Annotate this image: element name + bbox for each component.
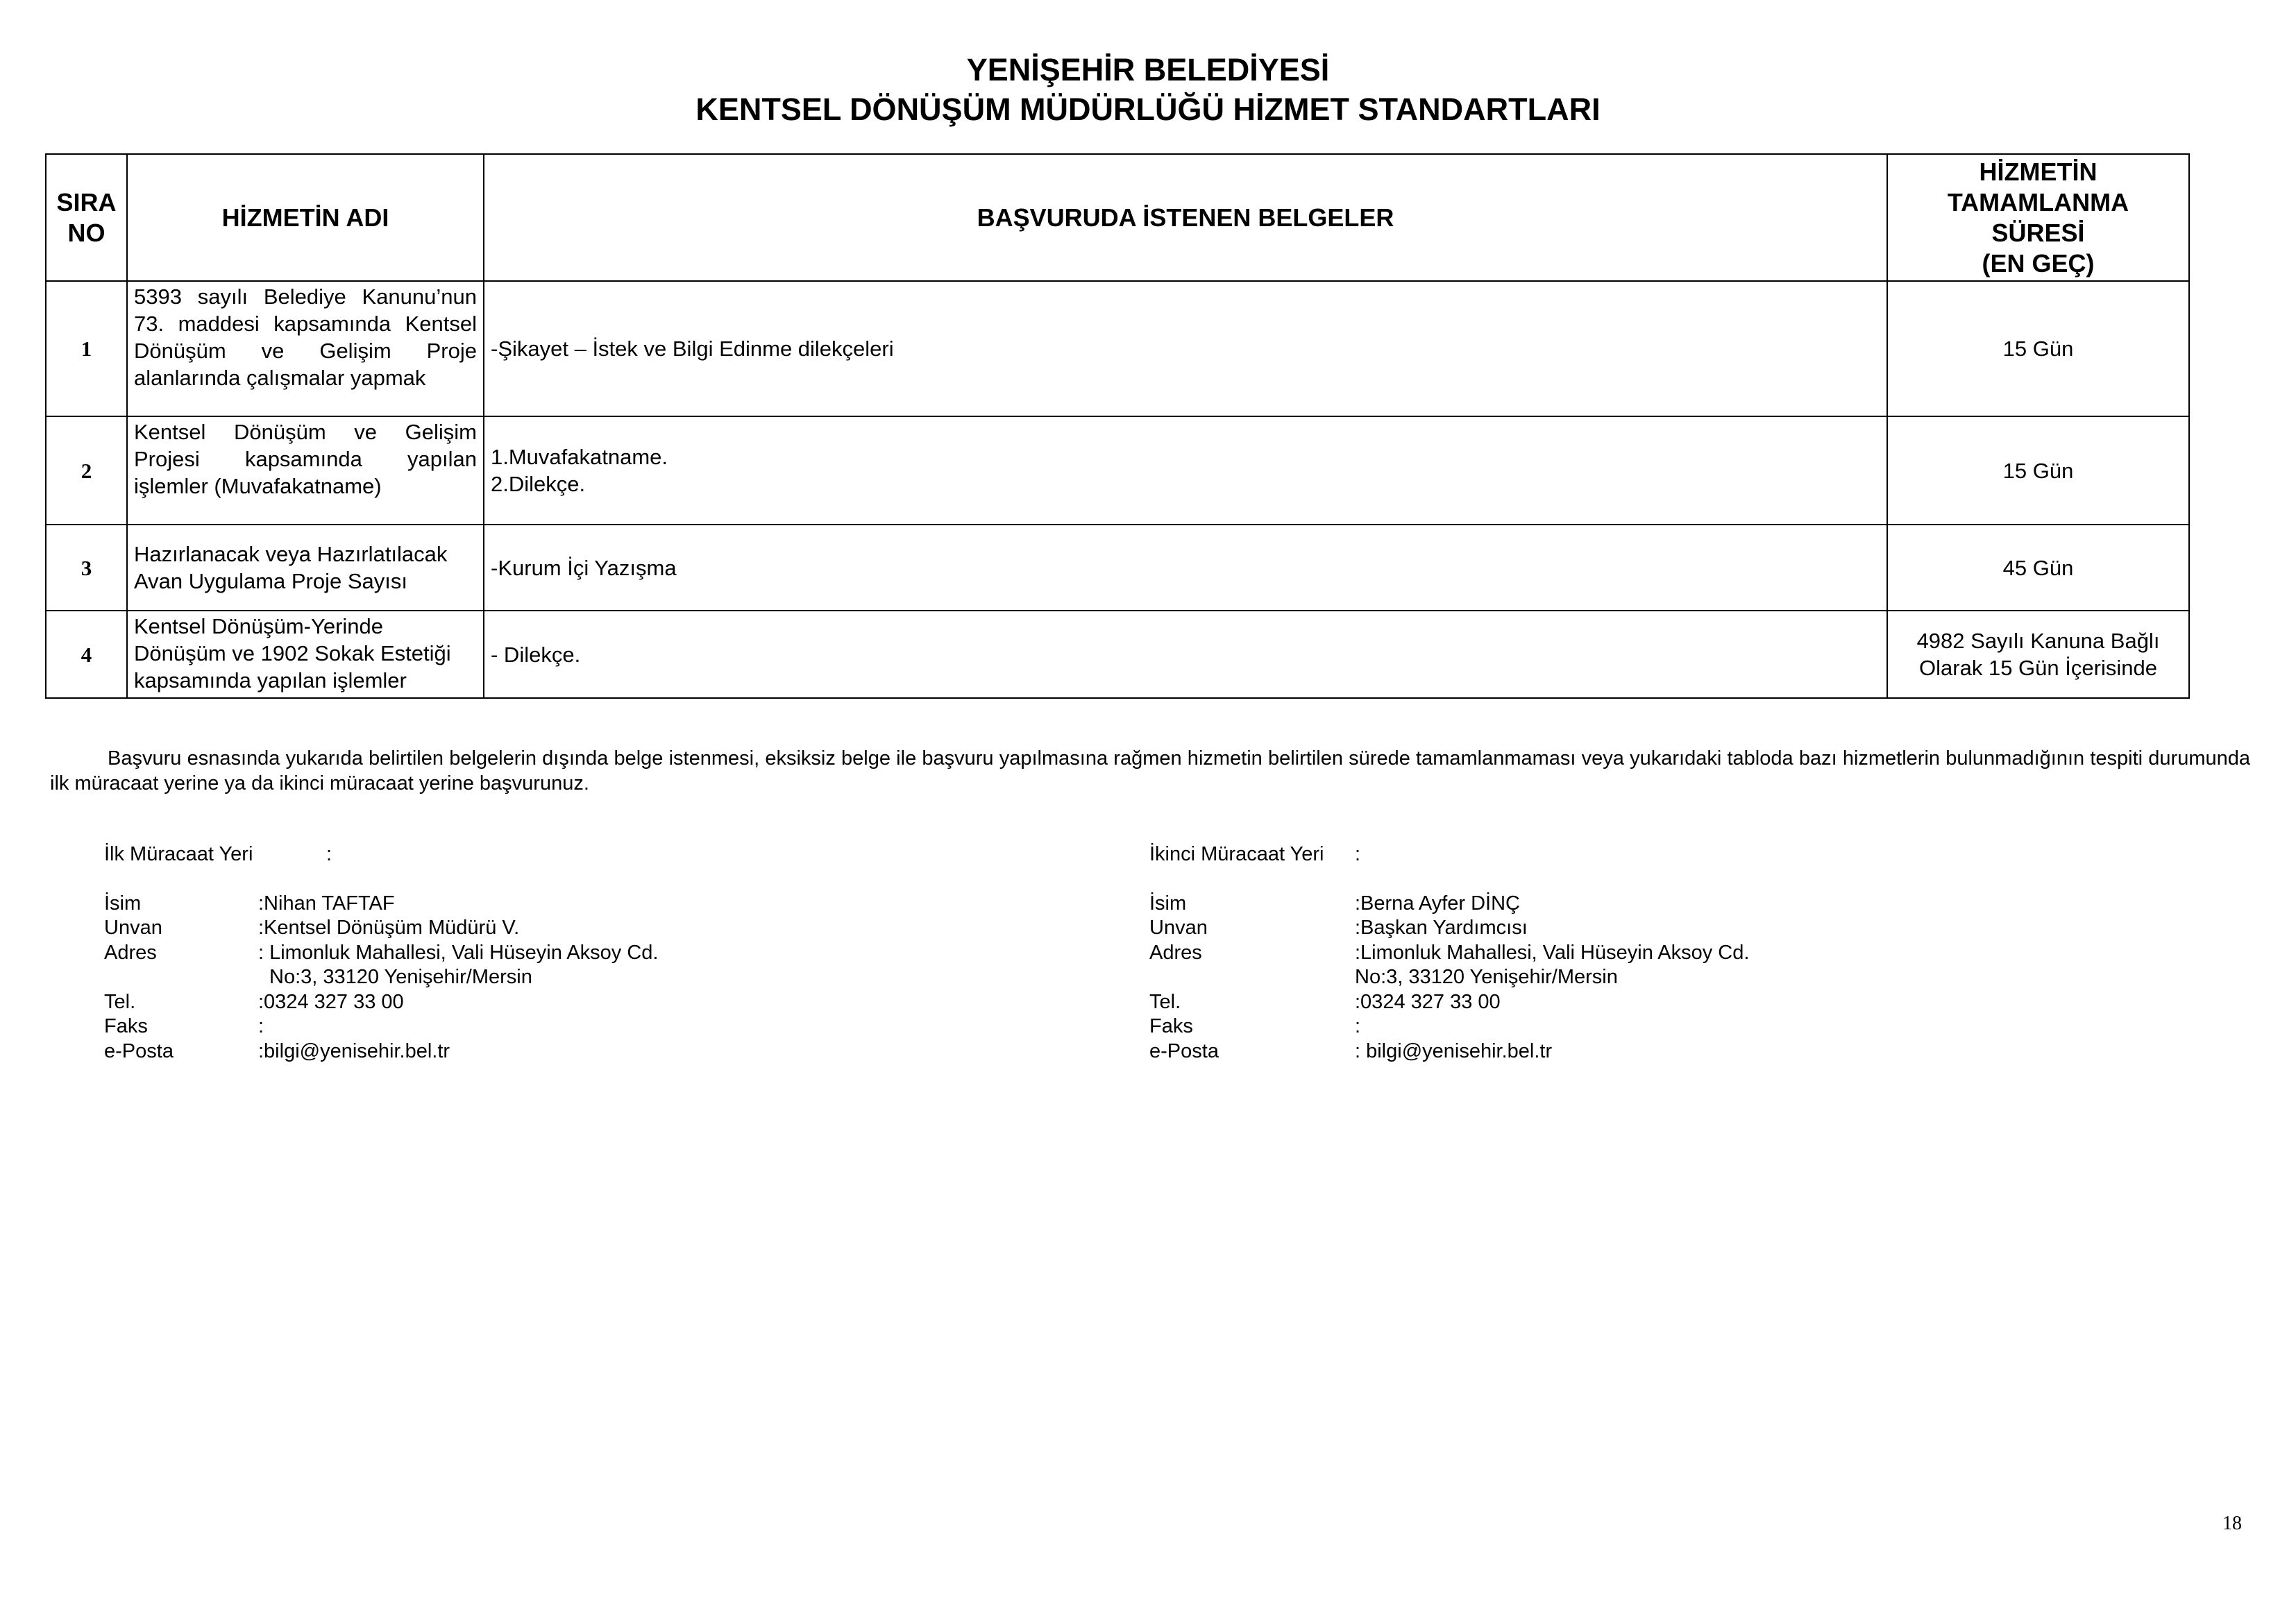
contact-row	[104, 990, 1076, 1015]
duration-text: 15 Gün	[2002, 458, 2074, 483]
page-number: 18	[2222, 1513, 2242, 1534]
address-label: Adres	[1149, 941, 1202, 964]
second-contact-block	[1149, 842, 2121, 1064]
fax-value: :	[1355, 1015, 1361, 1037]
name-label: İsim	[1149, 892, 1187, 915]
required-documents	[484, 611, 1887, 698]
document-item: 2.Dilekçe.	[491, 472, 586, 496]
phone-value: :0324 327 33 00	[258, 990, 404, 1013]
column-header-service-name: HİZMETİN ADI	[127, 154, 484, 281]
address-label-spacer	[104, 965, 258, 990]
title-label: Unvan	[104, 917, 162, 939]
document-item: 1.Muvafakatname.	[491, 445, 668, 469]
name-value: :Berna Ayfer DİNÇ	[1355, 892, 1521, 915]
column-header-duration-line3: SÜRESİ	[1991, 218, 2085, 247]
table-row	[46, 416, 2189, 525]
column-header-required-documents: BAŞVURUDA İSTENEN BELGELER	[484, 154, 1887, 281]
fax-label: Faks	[104, 1015, 148, 1037]
column-header-duration-line4: (EN GEÇ)	[1982, 248, 2095, 278]
contact-row	[1149, 965, 2121, 990]
title-value: :Kentsel Dönüşüm Müdürü V.	[258, 917, 520, 939]
contact-row	[1149, 916, 2121, 941]
duration-text: 45 Gün	[2002, 555, 2074, 580]
contact-row	[104, 916, 1076, 941]
contact-row	[104, 1014, 1076, 1039]
address-value-continued: No:3, 33120 Yenişehir/Mersin	[1355, 966, 1618, 988]
spacer	[104, 867, 1076, 892]
second-contact-heading-row	[1149, 842, 2121, 867]
phone-label: Tel.	[104, 990, 136, 1013]
completion-duration	[1887, 281, 2189, 416]
completion-duration	[1887, 525, 2189, 611]
contact-row	[1149, 990, 2121, 1015]
column-header-duration	[1887, 154, 2189, 281]
completion-duration	[1887, 611, 2189, 698]
row-number: 3	[46, 525, 127, 611]
title-value: :Başkan Yardımcısı	[1355, 917, 1528, 939]
duration-text: 4982 Sayılı Kanuna Bağlı	[1916, 629, 2160, 653]
contact-row	[104, 892, 1076, 917]
application-note: Başvuru esnasında yukarıda belirtilen belgelerin dışında belge istenmesi, eksiksiz belge ile başvuru yapılmasına rağmen hizmetin belirtilen sürede tamamlanmaması veya yukarıdaki tabloda bazı hizmetlerin bulunmadığının tespiti durumunda ilk müracaat yerine ya da ikinci müracaat yerine başvurunuz.	[50, 747, 2250, 794]
email-value: : bilgi@yenisehir.bel.tr	[1355, 1039, 1553, 1062]
contact-row	[104, 1039, 1076, 1064]
address-label: Adres	[104, 941, 157, 964]
column-header-no-line1: SIRA	[56, 187, 117, 216]
first-contact-block	[104, 842, 1076, 1064]
phone-label: Tel.	[1149, 990, 1181, 1013]
required-documents	[484, 281, 1887, 416]
document-title	[0, 50, 2296, 129]
address-label-spacer	[1149, 965, 1355, 990]
contact-row	[104, 941, 1076, 966]
address-value: :Limonluk Mahallesi, Vali Hüseyin Aksoy Cd.	[1355, 941, 1750, 964]
address-value: : Limonluk Mahallesi, Vali Hüseyin Aksoy Cd.	[258, 941, 659, 964]
column-header-no	[46, 154, 127, 281]
address-value-continued: No:3, 33120 Yenişehir/Mersin	[269, 966, 532, 988]
fax-value: :	[258, 1015, 264, 1037]
table-header-row	[46, 154, 2189, 281]
contact-row	[1149, 941, 2121, 966]
email-label: e-Posta	[104, 1039, 174, 1062]
first-contact-heading-colon: :	[326, 843, 332, 865]
phone-value: :0324 327 33 00	[1355, 990, 1501, 1013]
service-standards-table	[45, 153, 2190, 699]
service-name: Hazırlanacak veya Hazırlatılacak Avan Uygulama Proje Sayısı	[127, 525, 484, 611]
service-name: 5393 sayılı Belediye Kanunu’nun 73. maddesi kapsamında Kentsel Dönüşüm ve Gelişim Proje alanlarında çalışmalar yapmak	[127, 281, 484, 416]
contact-row	[1149, 892, 2121, 917]
title-label: Unvan	[1149, 917, 1208, 939]
spacer	[1149, 867, 2121, 892]
required-documents	[484, 525, 1887, 611]
table-row	[46, 611, 2189, 698]
second-contact-heading: İkinci Müracaat Yeri	[1149, 843, 1324, 865]
duration-text: 15 Gün	[2002, 337, 2074, 361]
duration-text: Olarak 15 Gün İçerisinde	[1919, 656, 2157, 680]
first-contact-heading-row	[104, 842, 1076, 867]
email-label: e-Posta	[1149, 1039, 1219, 1062]
required-documents	[484, 416, 1887, 525]
column-header-duration-line2: TAMAMLANMA	[1947, 187, 2129, 216]
row-number: 1	[46, 281, 127, 416]
completion-duration	[1887, 416, 2189, 525]
document-item: -Şikayet – İstek ve Bilgi Edinme dilekçeleri	[491, 337, 894, 361]
title-service-standards: KENTSEL DÖNÜŞÜM MÜDÜRLÜĞÜ HİZMET STANDARTLARI	[695, 92, 1601, 127]
second-contact-heading-colon: :	[1355, 843, 1361, 865]
row-number: 4	[46, 611, 127, 698]
fax-label: Faks	[1149, 1015, 1193, 1037]
row-number: 2	[46, 416, 127, 525]
document-item: -Kurum İçi Yazışma	[491, 555, 677, 580]
contact-row	[104, 965, 1076, 990]
contact-row	[1149, 1039, 2121, 1064]
document-item: - Dilekçe.	[491, 642, 581, 667]
contact-row	[1149, 1014, 2121, 1039]
table-row	[46, 525, 2189, 611]
name-value: :Nihan TAFTAF	[258, 892, 395, 915]
first-contact-heading: İlk Müracaat Yeri	[104, 843, 253, 865]
title-municipality: YENİŞEHİR BELEDİYESİ	[966, 52, 1330, 87]
table-row	[46, 281, 2189, 416]
email-value: :bilgi@yenisehir.bel.tr	[258, 1039, 450, 1062]
column-header-duration-line1: HİZMETİN	[1979, 157, 2097, 186]
name-label: İsim	[104, 892, 142, 915]
service-name: Kentsel Dönüşüm ve Gelişim Projesi kapsamında yapılan işlemler (Muvafakatname)	[127, 416, 484, 525]
column-header-no-line2: NO	[67, 218, 105, 247]
service-name: Kentsel Dönüşüm-Yerinde Dönüşüm ve 1902 Sokak Estetiği kapsamında yapılan işlemler	[127, 611, 484, 698]
